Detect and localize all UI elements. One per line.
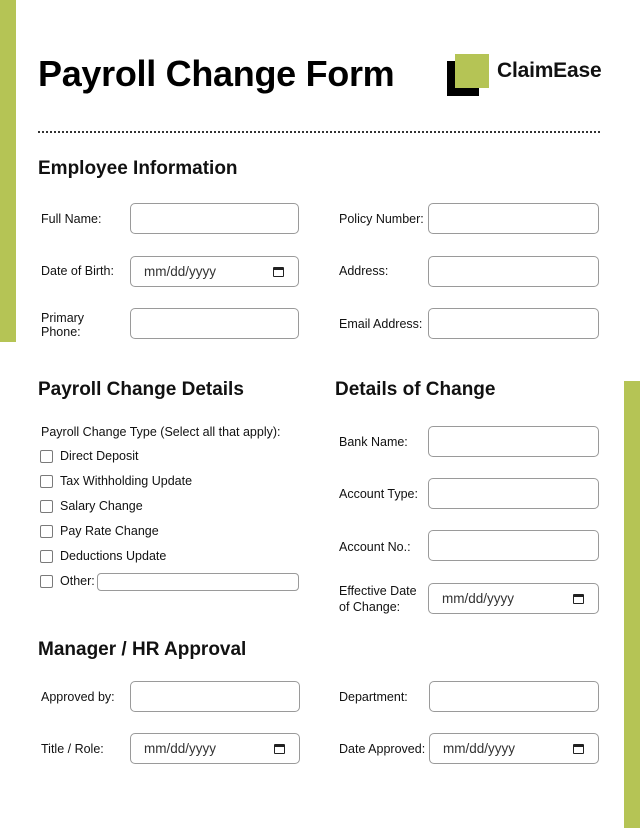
department-label: Department: <box>339 690 408 704</box>
checkbox-row-other[interactable] <box>40 573 95 589</box>
right-accent-bar <box>624 381 640 828</box>
bank-name-input[interactable] <box>428 426 599 457</box>
checkbox-row-tax-withholding[interactable] <box>40 473 192 489</box>
full-name-label: Full Name: <box>41 212 102 226</box>
other-checkbox[interactable] <box>40 575 53 588</box>
left-accent-bar <box>0 0 16 342</box>
checkbox-row-pay-rate-change[interactable] <box>40 523 159 539</box>
approved-by-label: Approved by: <box>41 690 115 704</box>
primary-phone-label-line1: Primary <box>41 311 85 325</box>
form-title: Payroll Change Form <box>38 53 395 94</box>
account-no-label: Account No.: <box>339 540 411 554</box>
address-input[interactable] <box>428 256 599 287</box>
primary-phone-label-line2: Phone: <box>41 325 81 339</box>
effective-date-label-line1: Effective Date <box>339 584 417 598</box>
bank-name-label: Bank Name: <box>339 435 408 449</box>
payroll-change-heading: Payroll Change Details <box>38 379 244 400</box>
account-type-label: Account Type: <box>339 487 418 501</box>
effective-date-label-line2: of Change: <box>339 600 401 614</box>
dotted-divider <box>38 131 600 133</box>
change-type-prompt: Payroll Change Type (Select all that apply): <box>41 425 281 439</box>
approval-heading: Manager / HR Approval <box>38 639 247 660</box>
dob-placeholder: mm/dd/yyyy <box>144 264 217 279</box>
pay-rate-change-checkbox[interactable] <box>40 525 53 538</box>
address-label: Address: <box>339 264 389 278</box>
calendar-icon[interactable] <box>274 744 285 754</box>
deductions-update-checkbox[interactable] <box>40 550 53 563</box>
tax-withholding-checkbox[interactable] <box>40 475 53 488</box>
approved-by-input[interactable] <box>130 681 300 712</box>
department-input[interactable] <box>429 681 599 712</box>
dob-date-input[interactable] <box>130 256 299 287</box>
date-approved-input[interactable] <box>429 733 599 764</box>
other-label: Other: <box>60 574 95 588</box>
effective-date-input[interactable] <box>428 583 599 614</box>
account-type-input[interactable] <box>428 478 599 509</box>
account-no-input[interactable] <box>428 530 599 561</box>
checkbox-row-deductions-update[interactable] <box>40 548 166 564</box>
tax-withholding-label: Tax Withholding Update <box>60 474 193 488</box>
employee-info-heading: Employee Information <box>38 158 238 179</box>
full-name-input[interactable] <box>130 203 299 234</box>
brand-logo <box>447 54 607 98</box>
title-role-date-input[interactable] <box>130 733 300 764</box>
effective-date-placeholder: mm/dd/yyyy <box>442 591 515 606</box>
brand-name: ClaimEase <box>497 59 602 82</box>
title-role-placeholder: mm/dd/yyyy <box>144 741 217 756</box>
title-role-label: Title / Role: <box>41 742 104 756</box>
calendar-icon[interactable] <box>573 744 584 754</box>
effective-date-label <box>339 583 417 615</box>
dob-label: Date of Birth: <box>41 264 114 278</box>
primary-phone-label <box>41 311 84 339</box>
email-input[interactable] <box>428 308 599 339</box>
salary-change-label: Salary Change <box>60 499 143 513</box>
primary-phone-input[interactable] <box>130 308 299 339</box>
salary-change-checkbox[interactable] <box>40 500 53 513</box>
deductions-update-label: Deductions Update <box>60 549 167 563</box>
logo-mark-icon <box>447 54 491 98</box>
email-label: Email Address: <box>339 317 423 331</box>
other-text-input[interactable] <box>97 573 299 591</box>
direct-deposit-label: Direct Deposit <box>60 449 139 463</box>
direct-deposit-checkbox[interactable] <box>40 450 53 463</box>
calendar-icon[interactable] <box>273 267 284 277</box>
checkbox-row-direct-deposit[interactable] <box>40 448 139 464</box>
date-approved-label: Date Approved: <box>339 742 426 756</box>
date-approved-placeholder: mm/dd/yyyy <box>443 741 516 756</box>
calendar-icon[interactable] <box>573 594 584 604</box>
policy-number-input[interactable] <box>428 203 599 234</box>
pay-rate-change-label: Pay Rate Change <box>60 524 159 538</box>
checkbox-row-salary-change[interactable] <box>40 498 143 514</box>
details-of-change-heading: Details of Change <box>335 379 496 400</box>
policy-number-label: Policy Number: <box>339 212 424 226</box>
